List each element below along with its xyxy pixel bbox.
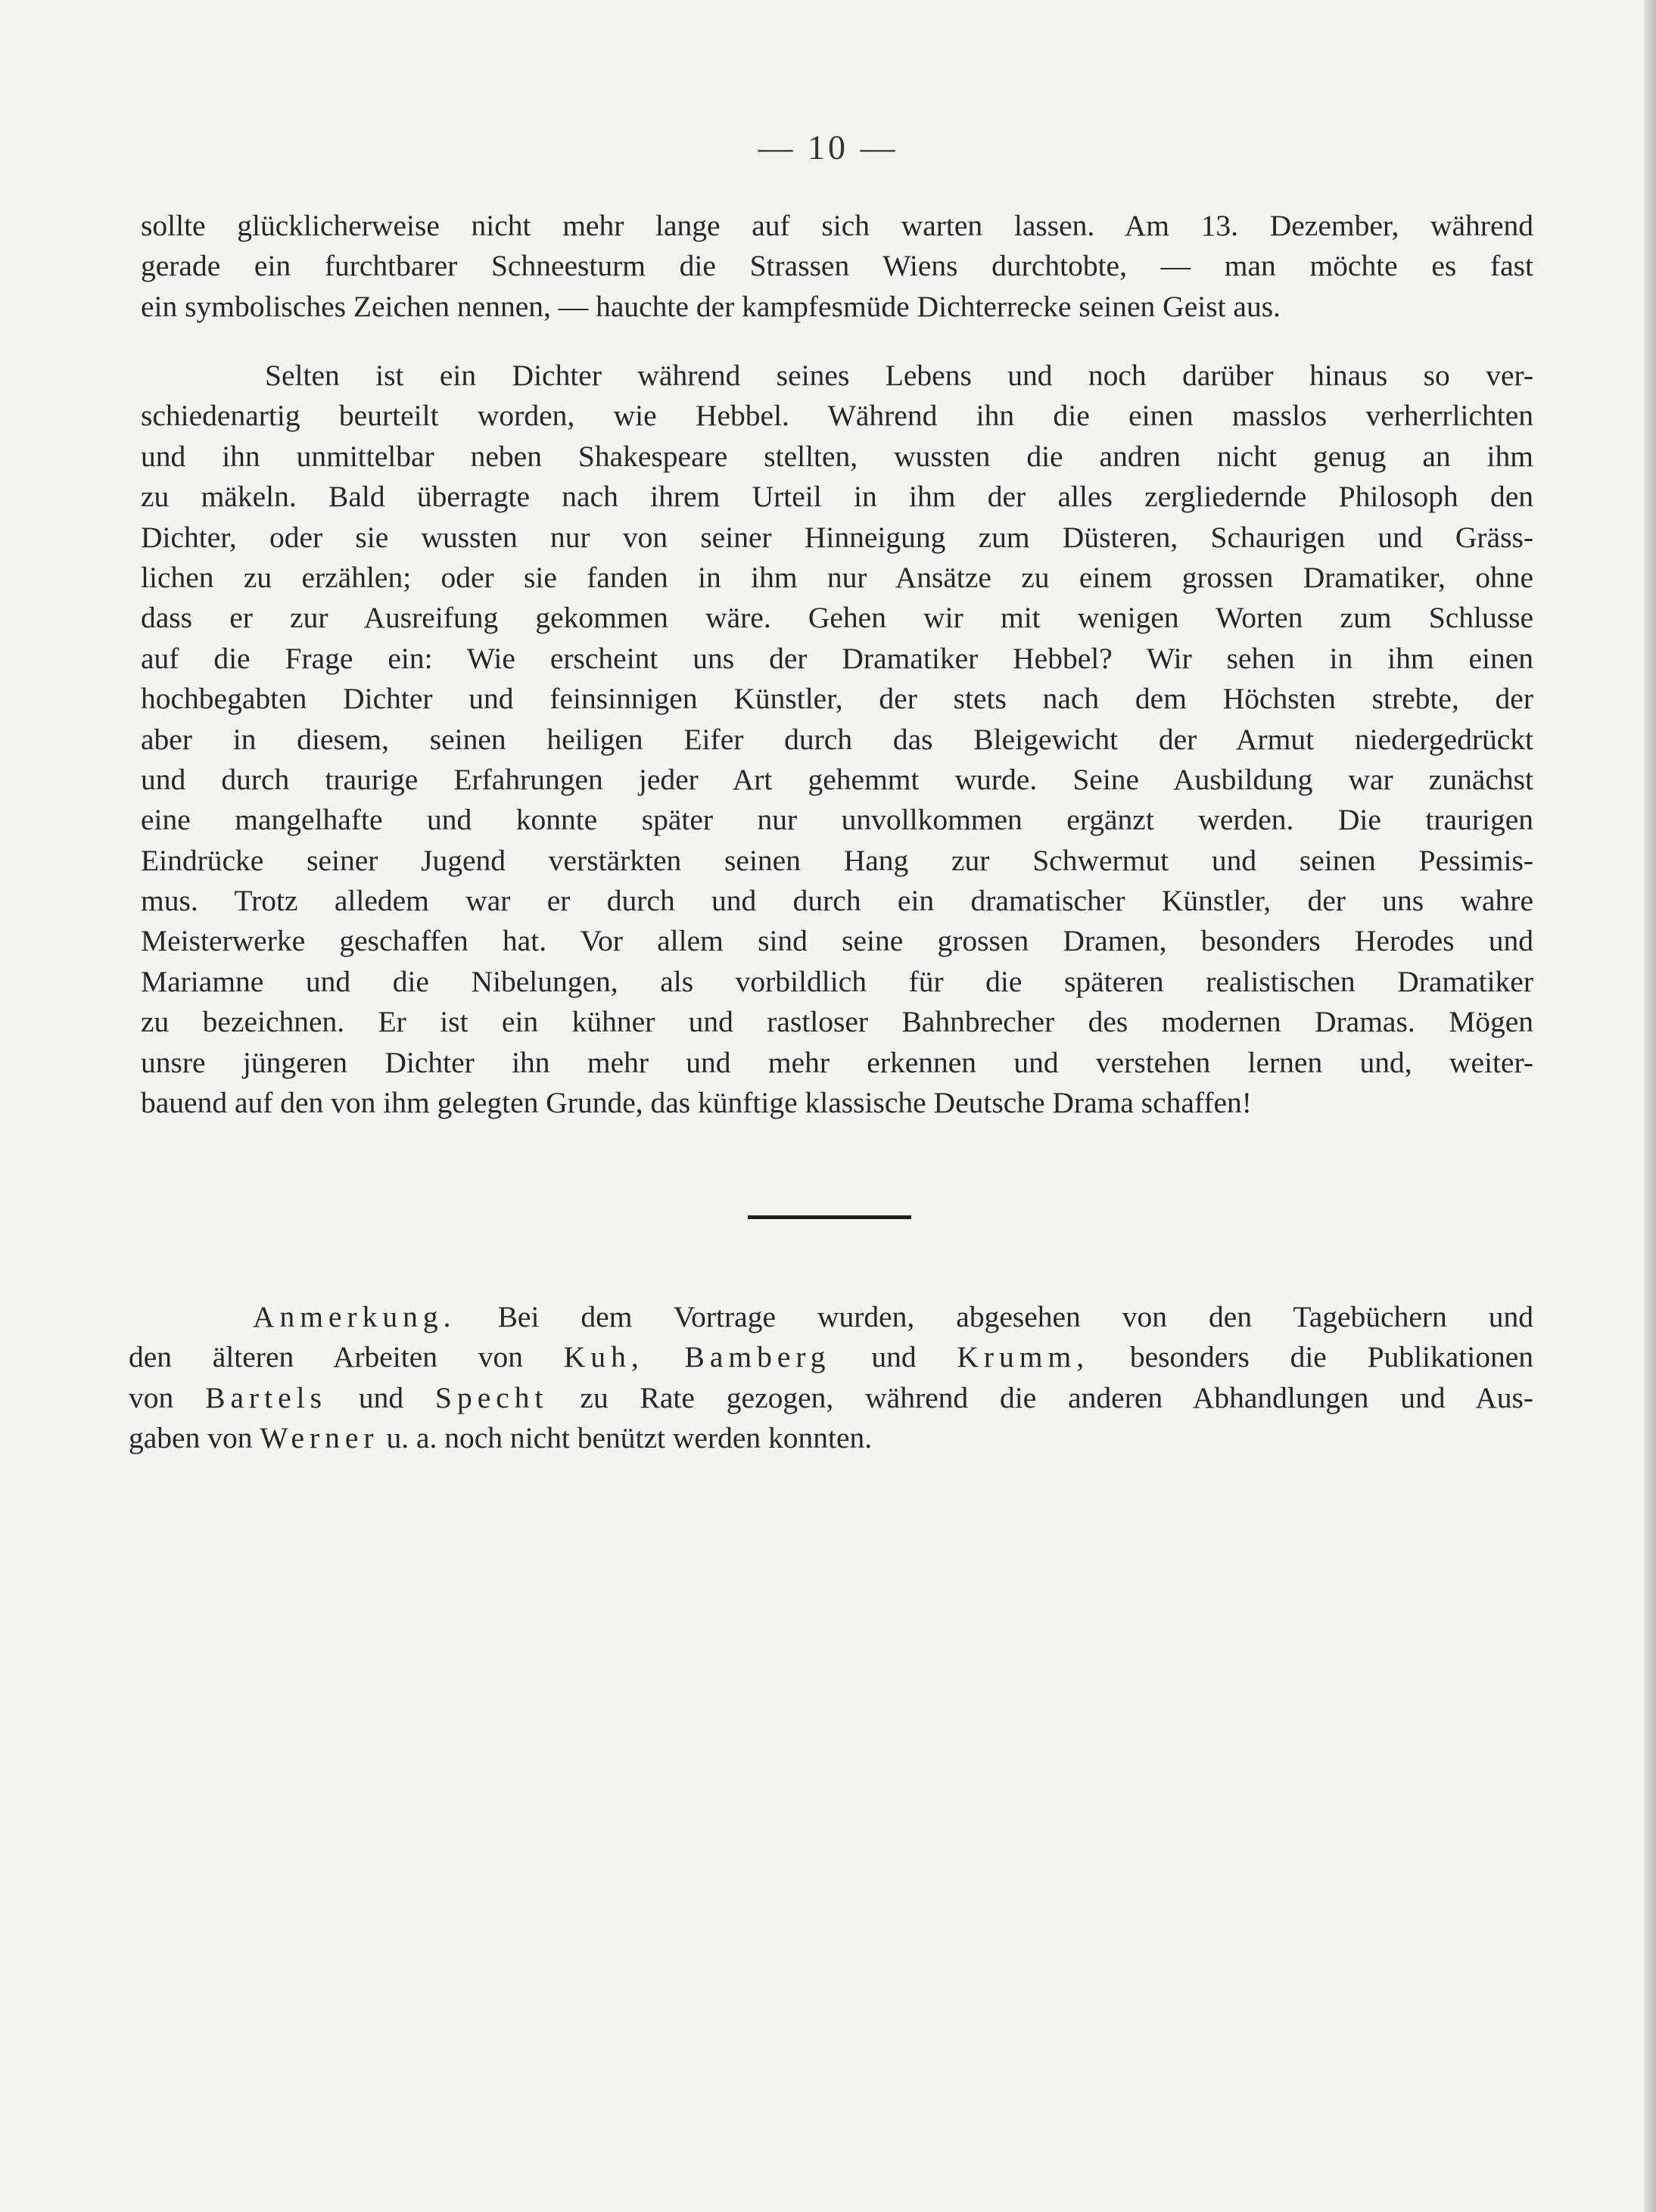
section-divider — [748, 1215, 911, 1219]
text-line: Eindrücke seiner Jugend verstärkten seinen Hang zur Schwermut und seinen Pessimis- — [141, 843, 1533, 877]
paragraph-1 — [141, 206, 1533, 327]
note-text: zu Rate gezogen, während die anderen Abhandlungen und Aus- — [580, 1380, 1533, 1414]
note-text: Bei dem Vortrage wurden, abgesehen von den Tagebüchern und — [497, 1300, 1533, 1333]
text-line: Mariamne und die Nibelungen, als vorbildlich für die späteren realistischen Dramatiker — [141, 964, 1533, 998]
scan-edge-shadow — [1644, 0, 1656, 2212]
page-number: — 10 — — [758, 128, 898, 166]
note-text: gaben von — [129, 1421, 253, 1455]
text-line: eine mangelhafte und konnte später nur unvollkommen ergänzt werden. Die traurigen — [141, 803, 1533, 837]
note-text: und — [358, 1380, 404, 1414]
note-text: von — [129, 1380, 174, 1414]
text-line: Selten ist ein Dichter während seines Lebens und noch darüber hinaus so ver- — [265, 359, 1533, 392]
text-line: und durch traurige Erfahrungen jeder Art gehemmt wurde. Seine Ausbildung war zunächst — [141, 762, 1533, 796]
text-line: bauend auf den von ihm gelegten Grunde, das künftige klassische Deutsche Drama schaffen! — [141, 1086, 1252, 1120]
text-line: Meisterwerke geschaffen hat. Vor allem sind seine grossen Dramen, besonders Herodes und — [141, 924, 1533, 958]
author-name: Werner — [260, 1421, 379, 1455]
text-line: zu mäkeln. Bald überragte nach ihrem Urteil in ihm der alles zergliedernde Philosoph den — [141, 480, 1533, 514]
text-line: ein symbolisches Zeichen nennen, — hauchte der kampfesmüde Dichterrecke seinen Geist aus. — [141, 289, 1281, 323]
paragraph-2 — [141, 356, 1533, 1123]
note-line — [129, 1337, 1533, 1377]
note-text: u. a. noch nicht benützt werden konnten. — [386, 1421, 873, 1455]
note-line — [129, 1418, 1533, 1458]
footnote-annotation — [129, 1297, 1533, 1459]
text-line: und ihn unmittelbar neben Shakespeare stellten, wussten die andren nicht genug an ihm — [141, 439, 1533, 473]
text-line: gerade ein furchtbarer Schneesturm die Strassen Wiens durchtobte, — man möchte es fast — [141, 249, 1533, 283]
text-line: aber in diesem, seinen heiligen Eifer durch das Bleigewicht der Armut niedergedrückt — [141, 722, 1533, 756]
text-line: Dichter, oder sie wussten nur von seiner Hinneigung zum Düsteren, Schaurigen und Gräss- — [141, 520, 1533, 554]
text-line: mus. Trotz alledem war er durch und durch ein dramatischer Künstler, der uns wahre — [141, 884, 1533, 918]
note-heading: Anmerkung. — [253, 1300, 456, 1333]
author-name: Bartels — [205, 1380, 328, 1414]
note-text: den älteren Arbeiten von — [129, 1340, 524, 1374]
text-line: auf die Frage ein: Wie erscheint uns der Dramatiker Hebbel? Wir sehen in ihm einen — [141, 641, 1533, 675]
text-line: dass er zur Ausreifung gekommen wäre. Gehen wir mit wenigen Worten zum Schlusse — [141, 601, 1533, 635]
author-name: Specht — [435, 1380, 549, 1414]
note-line — [129, 1378, 1533, 1418]
text-line: unsre jüngeren Dichter ihn mehr und mehr erkennen und verstehen lernen und, weiter- — [141, 1045, 1533, 1079]
note-text: und — [871, 1340, 917, 1374]
text-line: sollte glücklicherweise nicht mehr lange auf sich warten lassen. Am 13. Dezember, während — [141, 209, 1533, 242]
text-line: schiedenartig beurteilt worden, wie Hebbel. Während ihn die einen masslos verherrlichten — [141, 399, 1533, 433]
note-text: besonders die Publikationen — [1129, 1340, 1533, 1374]
author-name: Bamberg — [684, 1340, 831, 1374]
text-line: zu bezeichnen. Er ist ein kühner und rastloser Bahnbrecher des modernen Dramas. Mögen — [141, 1005, 1533, 1039]
author-name: Kuh, — [563, 1340, 644, 1374]
text-line: lichen zu erzählen; oder sie fanden in ihm nur Ansätze zu einem grossen Dramatiker, ohne — [141, 560, 1533, 594]
text-line: hochbegabten Dichter und feinsinnigen Künstler, der stets nach dem Höchsten strebte, der — [141, 682, 1533, 716]
author-name: Krumm, — [957, 1340, 1090, 1374]
note-line — [129, 1297, 1533, 1337]
